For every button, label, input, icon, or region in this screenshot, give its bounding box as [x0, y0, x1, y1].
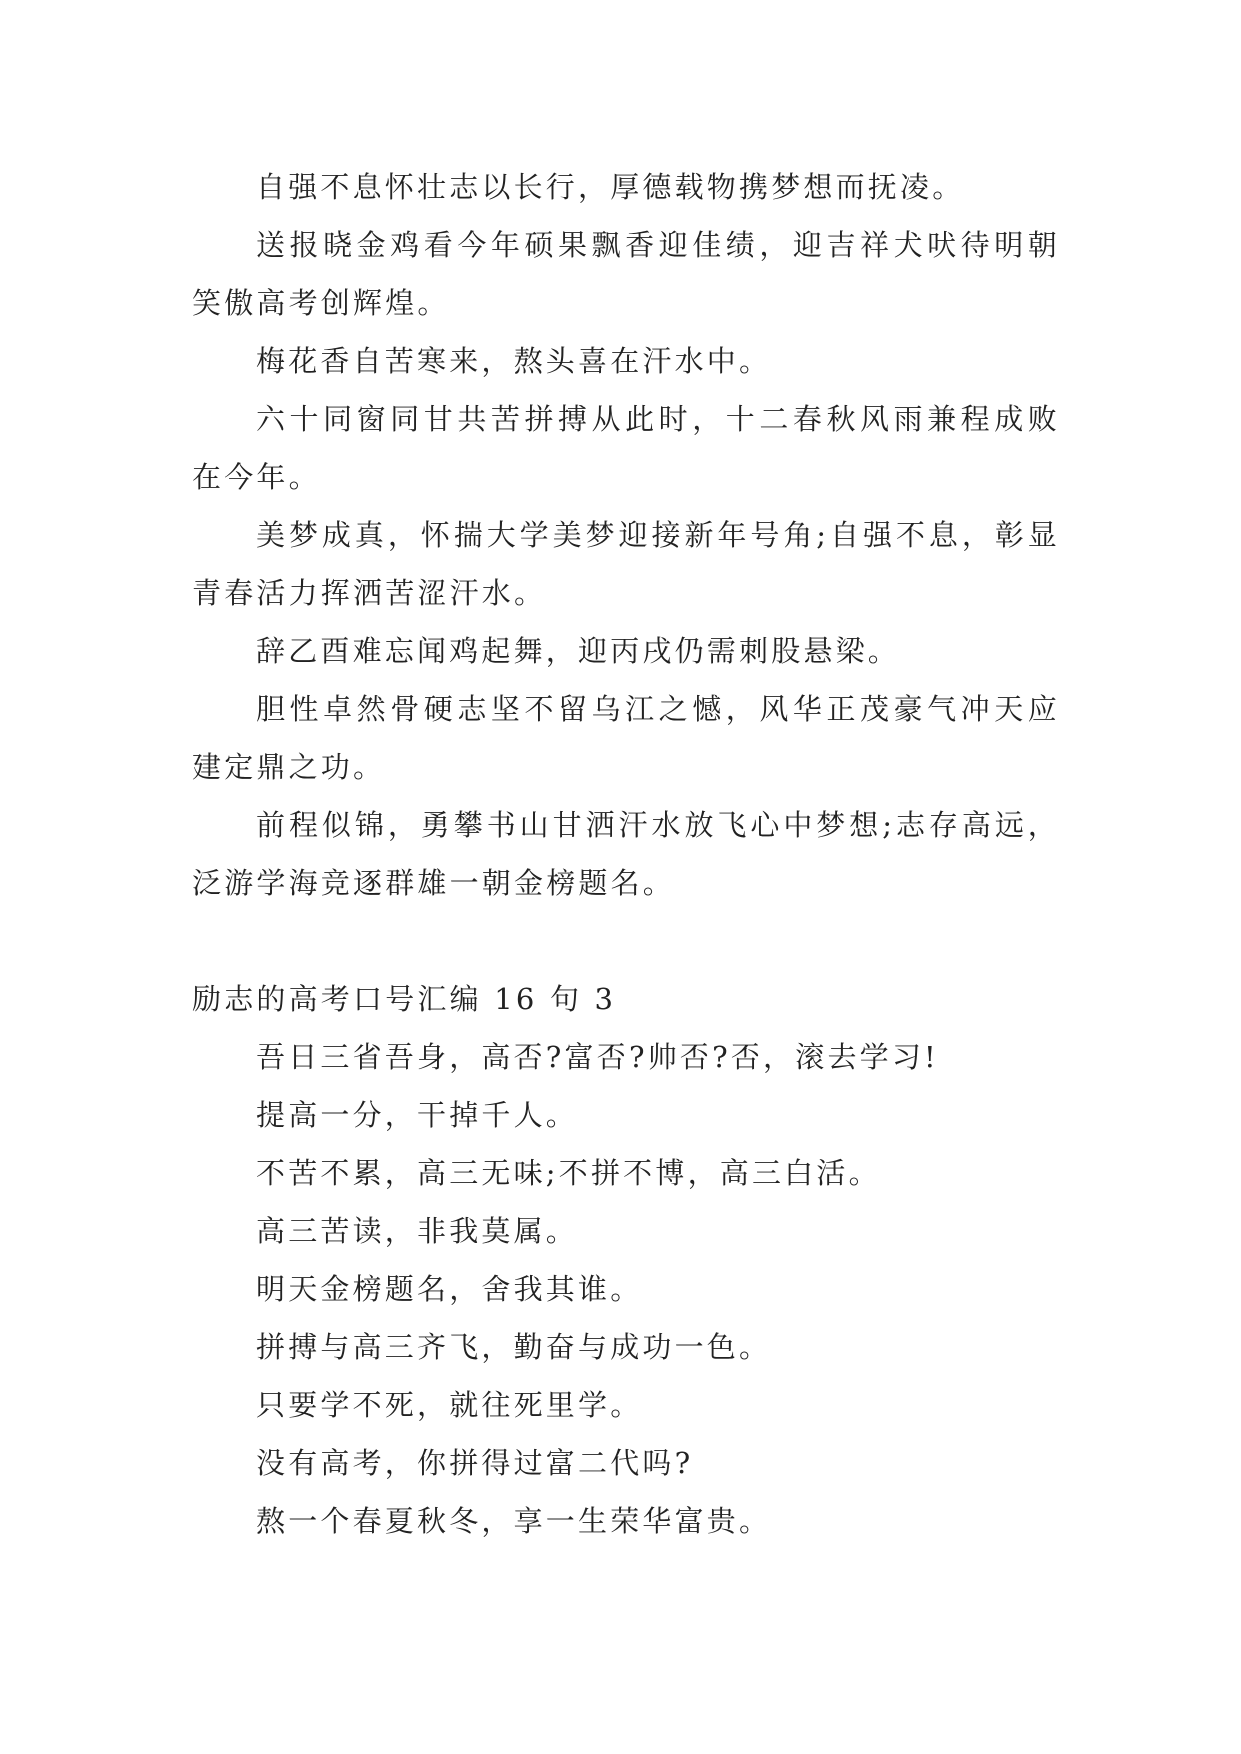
slogan-paragraph: 吾日三省吾身，高否?富否?帅否?否，滚去学习!	[256, 1040, 939, 1074]
slogan-paragraph: 没有高考，你拼得过富二代吗?	[256, 1446, 694, 1480]
document-body	[192, 158, 1060, 1550]
slogan-paragraph: 只要学不死，就往死里学。	[256, 1388, 643, 1422]
slogan-paragraph: 胆性卓然骨硬志坚不留乌江之憾，风华正茂豪气冲天应建定鼎之功。	[192, 692, 1060, 784]
slogan-paragraph: 送报晓金鸡看今年硕果飘香迎佳绩，迎吉祥犬吠待明朝笑傲高考创辉煌。	[192, 228, 1060, 320]
slogan-paragraph: 高三苦读，非我莫属。	[256, 1214, 579, 1248]
slogan-paragraph: 前程似锦，勇攀书山甘洒汗水放飞心中梦想;志存高远，泛游学海竞逐群雄一朝金榜题名。	[192, 808, 1060, 900]
slogan-paragraph: 六十同窗同甘共苦拼搏从此时，十二春秋风雨兼程成败在今年。	[192, 402, 1060, 494]
slogan-paragraph: 辞乙酉难忘闻鸡起舞，迎丙戌仍需刺股悬梁。	[256, 634, 901, 668]
slogan-paragraph: 拼搏与高三齐飞，勤奋与成功一色。	[256, 1330, 772, 1364]
slogan-paragraph: 自强不息怀壮志以长行，厚德载物携梦想而抚凌。	[256, 170, 965, 204]
slogan-paragraph: 梅花香自苦寒来，熬头喜在汗水中。	[256, 344, 772, 378]
slogan-paragraph: 明天金榜题名，舍我其谁。	[256, 1272, 643, 1306]
slogan-paragraph: 不苦不累，高三无味;不拼不博，高三白活。	[256, 1156, 881, 1190]
slogan-paragraph: 美梦成真，怀揣大学美梦迎接新年号角;自强不息，彰显青春活力挥洒苦涩汗水。	[192, 518, 1060, 610]
section-spacer	[192, 912, 1060, 970]
section-heading: 励志的高考口号汇编 16 句 3	[192, 982, 617, 1016]
slogan-paragraph: 熬一个春夏秋冬，享一生荣华富贵。	[256, 1504, 772, 1538]
slogan-paragraph: 提高一分，干掉千人。	[256, 1098, 579, 1132]
